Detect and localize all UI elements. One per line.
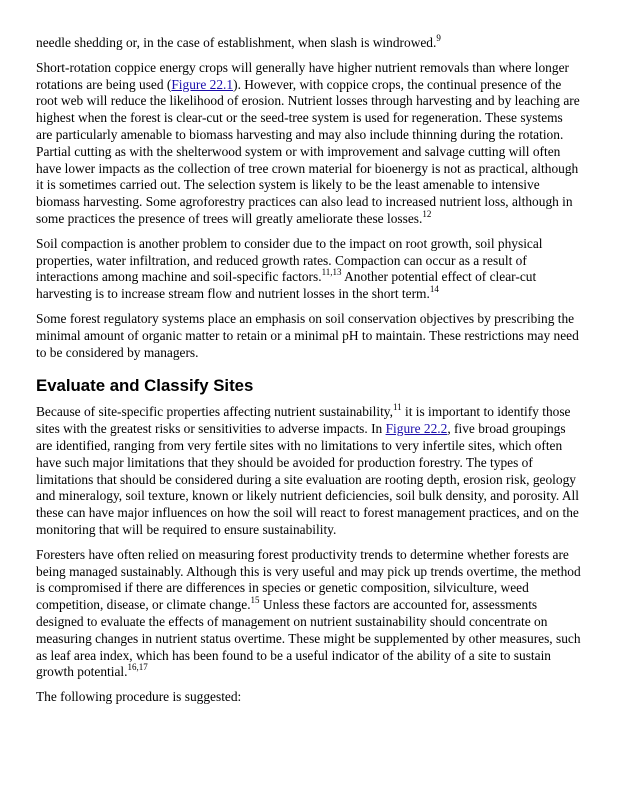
paragraph-text: Short-rotation coppice energy crops will generally have higher nutrient removals than where longer rotations are being used ( (36, 59, 569, 92)
paragraph-text: The following procedure is suggested: (36, 689, 242, 705)
paragraph-7 (36, 689, 582, 706)
paragraph-5 (36, 401, 582, 538)
citation: 12 (422, 208, 432, 219)
paragraph-4 (36, 311, 582, 361)
citation: 9 (436, 32, 441, 43)
paragraph-text: ). However, with coppice crops, the continual presence of the root web will reduce the likelihood of erosion. Nutrient losses through harvesting and by leaching are highest when the forest is clear-cut or the seed-tree system is used for regeneration. These systems are particularly amenable to biomass harvesting and may also include thinning during the rotation. Partial cutting as with the shelterwood system or with improvement and salvage cutting will often have lower impacts as the collection of tree crown material for bioenergy is not as practical, although it is sometimes carried out. The selection system is likely to be the least amenable to intensive biomass harvesting. Some agroforestry practices can also lead to increased nutrient loss, although in some practices the presence of trees will greatly ameliorate these losses. (36, 76, 580, 226)
paragraph-2 (36, 60, 582, 228)
citation: 11,13 (321, 266, 342, 277)
paragraph-1 (36, 32, 582, 52)
paragraph-text: Soil compaction is another problem to consider due to the impact on root growth, soil physical properties, water infiltration, and reduced growth rates. Compaction can occur as a result of interactions among machine and soil-specific factors. (36, 235, 543, 285)
paragraph-text: Because of site-specific properties affecting nutrient sustainability, (36, 404, 393, 420)
citation: 14 (429, 283, 439, 294)
figure-22-2-link[interactable]: Figure 22.2 (385, 421, 448, 437)
paragraph-text: Unless these factors are accounted for, assessments designed to evaluate the effects of management on nutrient sustainability should concentrate on measuring changes in nutrient status overtime. These might be supplemented by other measures, such as leaf area index, which has been found to be a useful indicator of the ability of a site to sustain growth potential. (36, 597, 581, 680)
paragraph-text: Another potential effect of clear-cut harvesting is to increase stream flow and nutrient losses in the short term. (36, 269, 537, 302)
figure-22-1-link[interactable]: Figure 22.1 (171, 76, 234, 92)
section-heading: Evaluate and Classify Sites (36, 376, 254, 396)
paragraph-text: , five broad groupings are identified, ranging from very fertile sites with no limitations to very infertile sites, which often have such major limitations that they should be avoided for production forestry. The types of limitations that should be considered during a site evaluation are rooting depth, erosion risk, geology and mineralogy, soil texture, known or likely nutrient deficiencies, soil bulk density, and porosity. All these can have major influences on how the soil will react to forest management practices, and on the monitoring that will be required to ensure sustainability. (36, 421, 579, 537)
citation: 16,17 (127, 661, 148, 672)
document-page (36, 32, 582, 714)
paragraph-3 (36, 236, 582, 303)
citation: 11 (392, 401, 402, 412)
paragraph-text: Some forest regulatory systems place an emphasis on soil conservation objectives by prescribing the minimal amount of organic matter to retain or a minimal pH to maintain. These restrictions may need to be considered by managers. (36, 310, 579, 360)
paragraph-text: needle shedding or, in the case of establishment, when slash is windrowed. (36, 35, 437, 50)
paragraph-text: Foresters have often relied on measuring forest productivity trends to determine whether forests are being managed sustainably. Although this is very useful and may pick up trends overtime, the method is compromised if there are differences in species or genetic composition, silviculture, weed competition, disease, or climate change. (36, 546, 581, 613)
citation: 15 (250, 594, 260, 605)
paragraph-text: it is important to identify those sites with the greatest risks or sensitivities to adverse impacts. In (36, 404, 571, 437)
paragraph-6 (36, 547, 582, 681)
